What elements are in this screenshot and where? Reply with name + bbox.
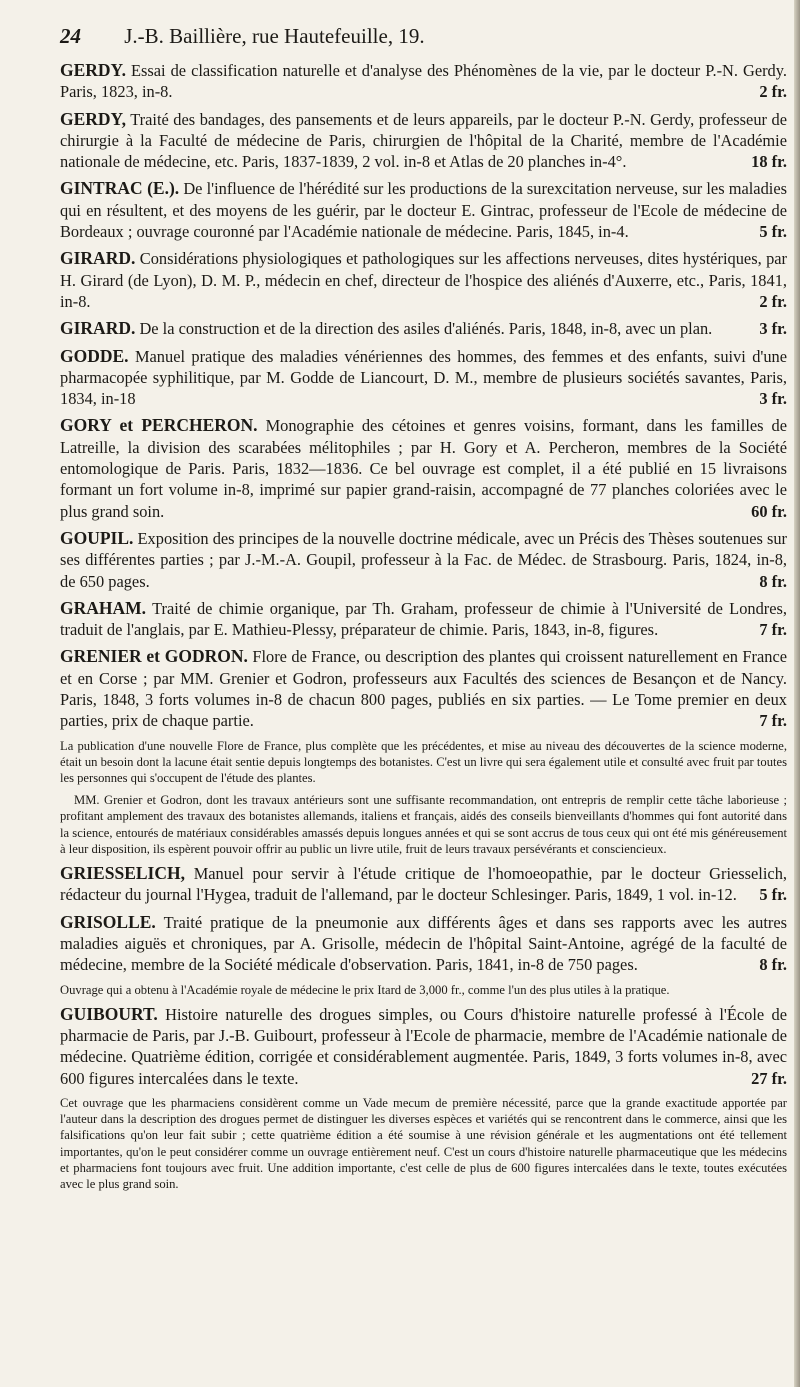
entry-text: Monographie des cétoines et genres voisins, formant, dans les familles de Latreille, la division des scarabées mélitophiles ; par H. Gory et A. Percheron, membres de la Société entomologique de Paris. Paris, 1832—1836. Ce bel ouvrage est complet, il a été publié en 15 livraisons formant un fort volume in-8, imprimé sur papier grand-raisin, accompagné de 77 planches coloriées avec le plus grand soin.: [60, 416, 787, 521]
entry-author: GOUPIL.: [60, 527, 134, 548]
page-edge-shadow: [794, 0, 800, 1387]
note-guibourt: Cet ouvrage que les pharmaciens considèrent comme un Vade mecum de première nécessité, parce que la grande exactitude apportée par l'auteur dans la description des drogues permet de distinguer les diverses espèces et variétés qui se rencontrent dans le commerce, ainsi que les falsifications qu'on leur fait subir ; cette quatrième édition a été soumise à une révision générale et les augmentations ont été tellement importantes, qu'on le peut considérer comme un ouvrage entièrement neuf. C'est un cours d'histoire naturelle pharmaceutique que les médecins et pharmaciens font toujours avec fruit. Une addition importante, c'est celle de plus de 600 figures intercalées dans le texte, toutes exécutées avec le plus grand soin.: [60, 1095, 787, 1191]
entry-price: 3 fr.: [759, 319, 787, 339]
entry-price: 2 fr.: [759, 82, 787, 102]
catalogue-entry: [60, 912, 787, 976]
entry-author: GRISOLLE.: [60, 911, 156, 932]
catalogue-entry: [60, 528, 787, 592]
page-header: [60, 18, 780, 54]
catalogue-entry: [60, 646, 787, 731]
entry-text: Traité pratique de la pneumonie aux différents âges et dans ses rapports avec les autres maladies aiguës et chroniques, par A. Grisolle, médecin de l'hôpital Saint-Antoine, agrégé de la faculté de médecine, membre de la Société médicale d'observation. Paris, 1841, in-8 de 750 pages.: [60, 912, 787, 975]
entries-group-2: [60, 863, 787, 981]
catalogue-entry: [60, 248, 787, 312]
catalogue-entry: [60, 415, 787, 521]
entry-text: Essai de classification naturelle et d'analyse des Phénomènes de la vie, par le docteur P.-N. Gerdy. Paris, 1823, in-8.: [60, 61, 787, 102]
running-head: J.-B. Baillière, rue Hautefeuille, 19.: [124, 24, 425, 48]
catalogue-entry: [60, 346, 787, 410]
entry-price: 60 fr.: [751, 501, 787, 521]
entry-author: GORY et PERCHERON.: [60, 415, 258, 436]
catalogue-entry: [60, 863, 787, 906]
entry-author: GRIESSELICH,: [60, 863, 185, 884]
entry-text: Traité de chimie organique, par Th. Graham, professeur de chimie à l'Université de Londres, traduit de l'anglais, par E. Mathieu-Plessy, préparateur de chimie. Paris, 1843, in-8, figures.: [60, 598, 787, 640]
catalogue-entry: [60, 1004, 787, 1089]
entries-group-1: [60, 60, 787, 738]
entry-author: GIRARD.: [60, 318, 136, 339]
catalogue-entry: [60, 178, 787, 242]
entry-author: GRENIER et GODRON.: [60, 646, 248, 667]
catalogue-entry: [60, 109, 787, 173]
catalogue-body: [60, 60, 787, 1198]
entry-price: 18 fr.: [751, 152, 787, 172]
entry-price: 8 fr.: [759, 955, 787, 975]
entry-price: 3 fr.: [759, 389, 787, 409]
page-number: 24: [60, 24, 81, 48]
entry-author: GERDY,: [60, 108, 126, 129]
entry-text: De la construction et de la direction des asiles d'aliénés. Paris, 1848, in-8, avec un plan.: [139, 319, 713, 339]
entry-price: 2 fr.: [759, 291, 787, 311]
entry-author: GIRARD.: [60, 248, 136, 269]
entry-text: Histoire naturelle des drogues simples, ou Cours d'histoire naturelle professé à l'École de pharmacie de Paris, par J.-B. Guibourt, professeur à l'Ecole de pharmacie, membre de l'Académie nationale de médecine. Quatrième édition, corrigée et considérablement augmentée. Paris, 1849, 3 forts volumes in-8, avec 600 figures intercalées dans le texte.: [60, 1004, 787, 1088]
entry-author: GODDE.: [60, 345, 129, 366]
entry-author: GERDY.: [60, 60, 126, 80]
entry-author: GINTRAC (E.).: [60, 178, 180, 199]
entry-price: 5 fr.: [759, 885, 787, 905]
note-flore-paragraph: MM. Grenier et Godron, dont les travaux antérieurs sont une suffisante recommandation, ont entrepris de remplir cette tâche laborieuse ; profitant amplement des travaux des botanistes allemands, italiens et français, aidés des conseils bienveillants d'hommes qui font autorité dans la science, entourés de matériaux considérables amassés depuis longues années et qui se sont accrus de tous ceux qui ont été mis généreusement à leur disposition, ils espèrent pouvoir offrir au public un livre utile, fruit de leurs travaux persévérants et consciencieux.: [60, 793, 787, 856]
note-grisolle: Ouvrage qui a obtenu à l'Académie royale de médecine le prix Itard de 3,000 fr., comme l'un des plus utiles à la pratique.: [60, 982, 670, 997]
catalogue-entry: [60, 60, 787, 103]
entry-text: Exposition des principes de la nouvelle doctrine médicale, avec un Précis des Thèses soutenues sur ses différentes parties ; par J.-M.-A. Goupil, professeur à la Fac. de Médec. de Strasbourg. Paris, 1824, in-8, de 650 pages.: [60, 528, 787, 591]
entry-price: 7 fr.: [759, 620, 787, 640]
catalogue-entry: [60, 598, 787, 641]
entry-author: GRAHAM.: [60, 597, 147, 618]
entry-price: 27 fr.: [751, 1068, 787, 1088]
note-flore-paragraph: La publication d'une nouvelle Flore de France, plus complète que les précédentes, et mise au niveau des découvertes de la science moderne, était un besoin dont la lacune était sentie depuis longtemps des botanistes. C'est un livre qui sera également utile et consulté avec fruit par toutes les personnes qui s'occupent de l'étude des plantes.: [60, 738, 787, 786]
catalogue-entry: [60, 318, 787, 339]
entry-price: 8 fr.: [759, 571, 787, 591]
flore-notes: [60, 738, 787, 857]
entry-author: GUIBOURT.: [60, 1003, 158, 1024]
entry-text: De l'influence de l'hérédité sur les productions de la surexcitation nerveuse, sur les maladies qui en résultent, et des moyens de les guérir, par le docteur E. Gintrac, professeur de l'Ecole de médecine de Bordeaux ; ouvrage couronné par l'Académie nationale de médecine. Paris, 1845, in-4.: [60, 179, 787, 242]
entry-price: 5 fr.: [759, 222, 787, 242]
entries-group-3: [60, 1004, 787, 1095]
entry-price: 7 fr.: [759, 711, 787, 731]
entry-text: Considérations physiologiques et pathologiques sur les affections nerveuses, dites hystériques, par H. Girard (de Lyon), D. M. P., médecin en chef, directeur de l'hospice des aliénés d'Auxerre, etc., Paris, 1841, in-8.: [60, 249, 787, 311]
entry-text: Flore de France, ou description des plantes qui croissent naturellement en France et en Corse ; par MM. Grenier et Godron, professeurs aux Facultés des sciences de Besançon et de Nancy. Paris, 1848, 3 forts volumes in-8 de chacun 800 pages, publiés en six parties. — Le Tome premier en deux parties, prix de chaque partie.: [60, 647, 787, 731]
entry-text: Traité des bandages, des pansements et de leurs appareils, par le docteur P.-N. Gerdy, professeur de chirurgie à la Faculté de médecine de Paris, chirurgien de l'hôpital de la Charité, membre de l'Académie nationale de médecine, etc. Paris, 1837-1839, 2 vol. in-8 et Atlas de 20 planches in-4°.: [60, 109, 787, 172]
entry-text: Manuel pour servir à l'étude critique de l'homoeopathie, par le docteur Griesselich, rédacteur du journal l'Hygea, traduit de l'allemand, par le docteur Schlesinger. Paris, 1849, 1 vol. in-12.: [60, 864, 787, 905]
entry-text: Manuel pratique des maladies vénériennes des hommes, des femmes et des enfants, suivi d'une pharmacopée syphilitique, par M. Godde de Liancourt, D. M., membre de plusieurs sociétés savantes, Paris, 1834, in-18: [60, 346, 788, 409]
